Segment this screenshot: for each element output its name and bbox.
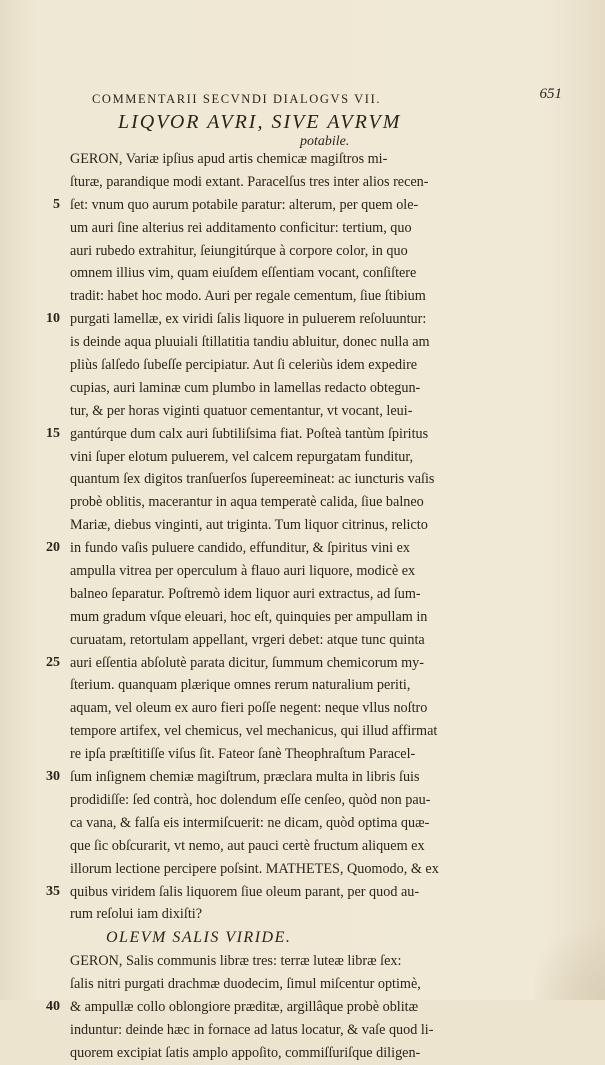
line-text: um auri ſine alterius rei additamento conficitur: tertium, quo	[70, 219, 412, 236]
line-text: curuatam, retortulam appellant, vrgeri debet: atque tunc quinta	[70, 631, 425, 648]
page-number: 651	[539, 86, 562, 102]
line-text: is deinde aqua pluuiali ſtillatitia tandiu abluitur, donec nulla am	[70, 334, 430, 351]
section-subtitle: potabile.	[300, 134, 350, 149]
line-text: vini ſuper elotum puluerem, vel calcem repurgatam funditur,	[70, 448, 414, 465]
line-text: Mariæ, diebus vinginti, aut triginta. Tum liquor citrinus, relicto	[70, 517, 428, 534]
text-line	[70, 240, 570, 263]
line-text: ca vana, & falſa eis intermiſcuerit: ne dicam, quòd optima quæ-	[70, 814, 430, 831]
line-text: GERON, Salis communis libræ tres: terræ luteæ libræ ſex:	[70, 953, 402, 970]
line-text: ſturæ, parandique modi extant. Paracelſus tres inter alios recen-	[70, 173, 429, 190]
line-text: GERON, Variæ ipſius apud artis chemicæ magiſtros mi-	[70, 151, 388, 167]
text-line	[70, 446, 570, 469]
line-text: quantum ſex digitos tranſuerſos ſupereemineat: ac iuncturis vaſis	[70, 471, 435, 488]
text-line	[70, 354, 570, 377]
line-text: quibus viridem ſalis liquorem ſiue oleum parant, per quod au-	[70, 883, 420, 900]
line-number: 5	[53, 196, 60, 212]
line-text: illorum lectione percipere poſsint. MATHETES, Quomodo, & ex	[70, 860, 439, 877]
text-line	[70, 217, 570, 240]
text-line	[70, 606, 570, 629]
line-text: ſum inſignem chemiæ magiſtrum, præclara multa in libris ſuis	[70, 769, 420, 786]
text-line	[70, 858, 570, 881]
text-line	[46, 881, 570, 904]
line-number: 25	[46, 654, 60, 670]
line-number: 10	[46, 311, 60, 327]
line-text: purgati lamellæ, ex viridi ſalis liquore in puluerem reſoluuntur:	[70, 311, 427, 328]
line-text: mum gradum vſque eleuari, hoc eſt, quinquies per ampullam in	[70, 608, 428, 625]
text-line	[46, 423, 570, 446]
text-line	[70, 491, 570, 514]
text-line	[70, 835, 570, 858]
text-line	[70, 468, 570, 491]
line-text: rum reſolui iam dixiſti?	[70, 906, 202, 923]
text-body	[46, 148, 570, 1065]
line-number: 40	[46, 999, 60, 1015]
text-line	[70, 950, 570, 973]
paper-stain	[535, 910, 605, 1000]
text-line	[70, 331, 570, 354]
line-text: ſet: vnum quo aurum potabile paratur: alterum, per quem ole-	[70, 196, 419, 213]
text-line	[46, 766, 570, 789]
line-text: prodidiſſe: ſed contrà, hoc dolendum eſſe cenſeo, quòd non pau-	[70, 791, 431, 808]
line-number: 20	[46, 540, 60, 556]
line-number: 30	[46, 769, 60, 785]
line-text: auri eſſentia abſolutè parata dicitur, ſummum chemicorum my-	[70, 654, 425, 671]
line-text: tradit: habet hoc modo. Auri per regale cementum, ſiue ſtibium	[70, 288, 426, 305]
text-line	[53, 194, 570, 217]
text-line	[70, 789, 570, 812]
text-line	[70, 514, 570, 537]
line-text: quorem excipiat ſatis amplo appoſito, commiſſuriſque diligen-	[70, 1044, 421, 1061]
line-text: pliùs ſalſedo ſubeſſe percipiatur. Aut ſi celeriùs idem expedire	[70, 357, 418, 374]
text-line	[70, 973, 570, 996]
text-line	[46, 537, 570, 560]
text-line	[70, 674, 570, 697]
line-number: 35	[46, 883, 60, 899]
line-text: induntur: deinde hæc in fornace ad latus locatur, & vaſe quod li-	[70, 1021, 434, 1038]
text-line	[70, 812, 570, 835]
line-text: aquam, vel oleum ex auro fieri poſſe negent: neque vllus noſtro	[70, 700, 428, 717]
text-line	[70, 148, 570, 171]
line-text: cupias, auri laminæ cum plumbo in lamellas redacto obtegun-	[70, 379, 421, 396]
line-text: balneo ſeparatur. Poſtremò idem liquor auri extractus, ad ſum-	[70, 585, 421, 602]
text-line	[46, 308, 570, 331]
text-line	[70, 903, 570, 926]
line-text: ſalis nitri purgati drachmæ duodecim, ſimul miſcentur optimè,	[70, 976, 421, 993]
text-line	[70, 262, 570, 285]
line-text: probè oblitis, macerantur in aqua temperatè calida, ſiue balneo	[70, 494, 424, 511]
text-line	[70, 1019, 570, 1042]
line-text: re ipſa præſtitiſſe viſus ſit. Fateor ſanè Theophraſtum Paracel-	[70, 746, 416, 763]
text-line	[70, 720, 570, 743]
line-text: omnem illius vim, quam eiuſdem eſſentiam vocant, conſiſtere	[70, 265, 417, 282]
running-title: COMMENTARII SECVNDI DIALOGVS VII.	[92, 92, 382, 106]
line-text: in fundo vaſis puluere candido, effunditur, & ſpiritus vini ex	[70, 540, 411, 557]
section-heading: OLEVM SALIS VIRIDE.	[106, 929, 292, 947]
line-text: auri rubedo extrahitur, ſeiungitúrque à corpore color, in quo	[70, 242, 408, 259]
line-text: & ampullæ collo oblongiore præditæ, argillâque probè oblitæ	[70, 999, 419, 1016]
text-line	[70, 1042, 570, 1065]
text-line	[70, 377, 570, 400]
text-line	[46, 652, 570, 675]
section-title: LIQVOR AVRI, SIVE AVRVM	[118, 111, 402, 133]
text-line	[70, 400, 570, 423]
text-line	[70, 583, 570, 606]
line-text: ampulla vitrea per operculum à flauo auri liquore, modicè ex	[70, 563, 416, 580]
text-line	[70, 285, 570, 308]
line-text: gantúrque dum calx auri ſubtiliſsima fiat. Poſteà tantùm ſpiritus	[70, 425, 429, 442]
line-text: ſterium. quanquam plærique omnes rerum naturalium periti,	[70, 677, 411, 694]
text-line	[46, 996, 570, 1019]
text-line	[70, 743, 570, 766]
line-text: tur, & per horas viginti quatuor cementantur, vt vocant, leui-	[70, 402, 413, 419]
text-line	[70, 629, 570, 652]
text-line	[70, 697, 570, 720]
text-line	[70, 560, 570, 583]
line-number: 15	[46, 425, 60, 441]
line-text: tempore artifex, vel chemicus, vel mechanicus, qui illud affirmat	[70, 723, 438, 740]
line-text: que ſic obſcurarit, vt nemo, aut pauci certè fructum aliquem ex	[70, 837, 425, 854]
text-line	[70, 171, 570, 194]
